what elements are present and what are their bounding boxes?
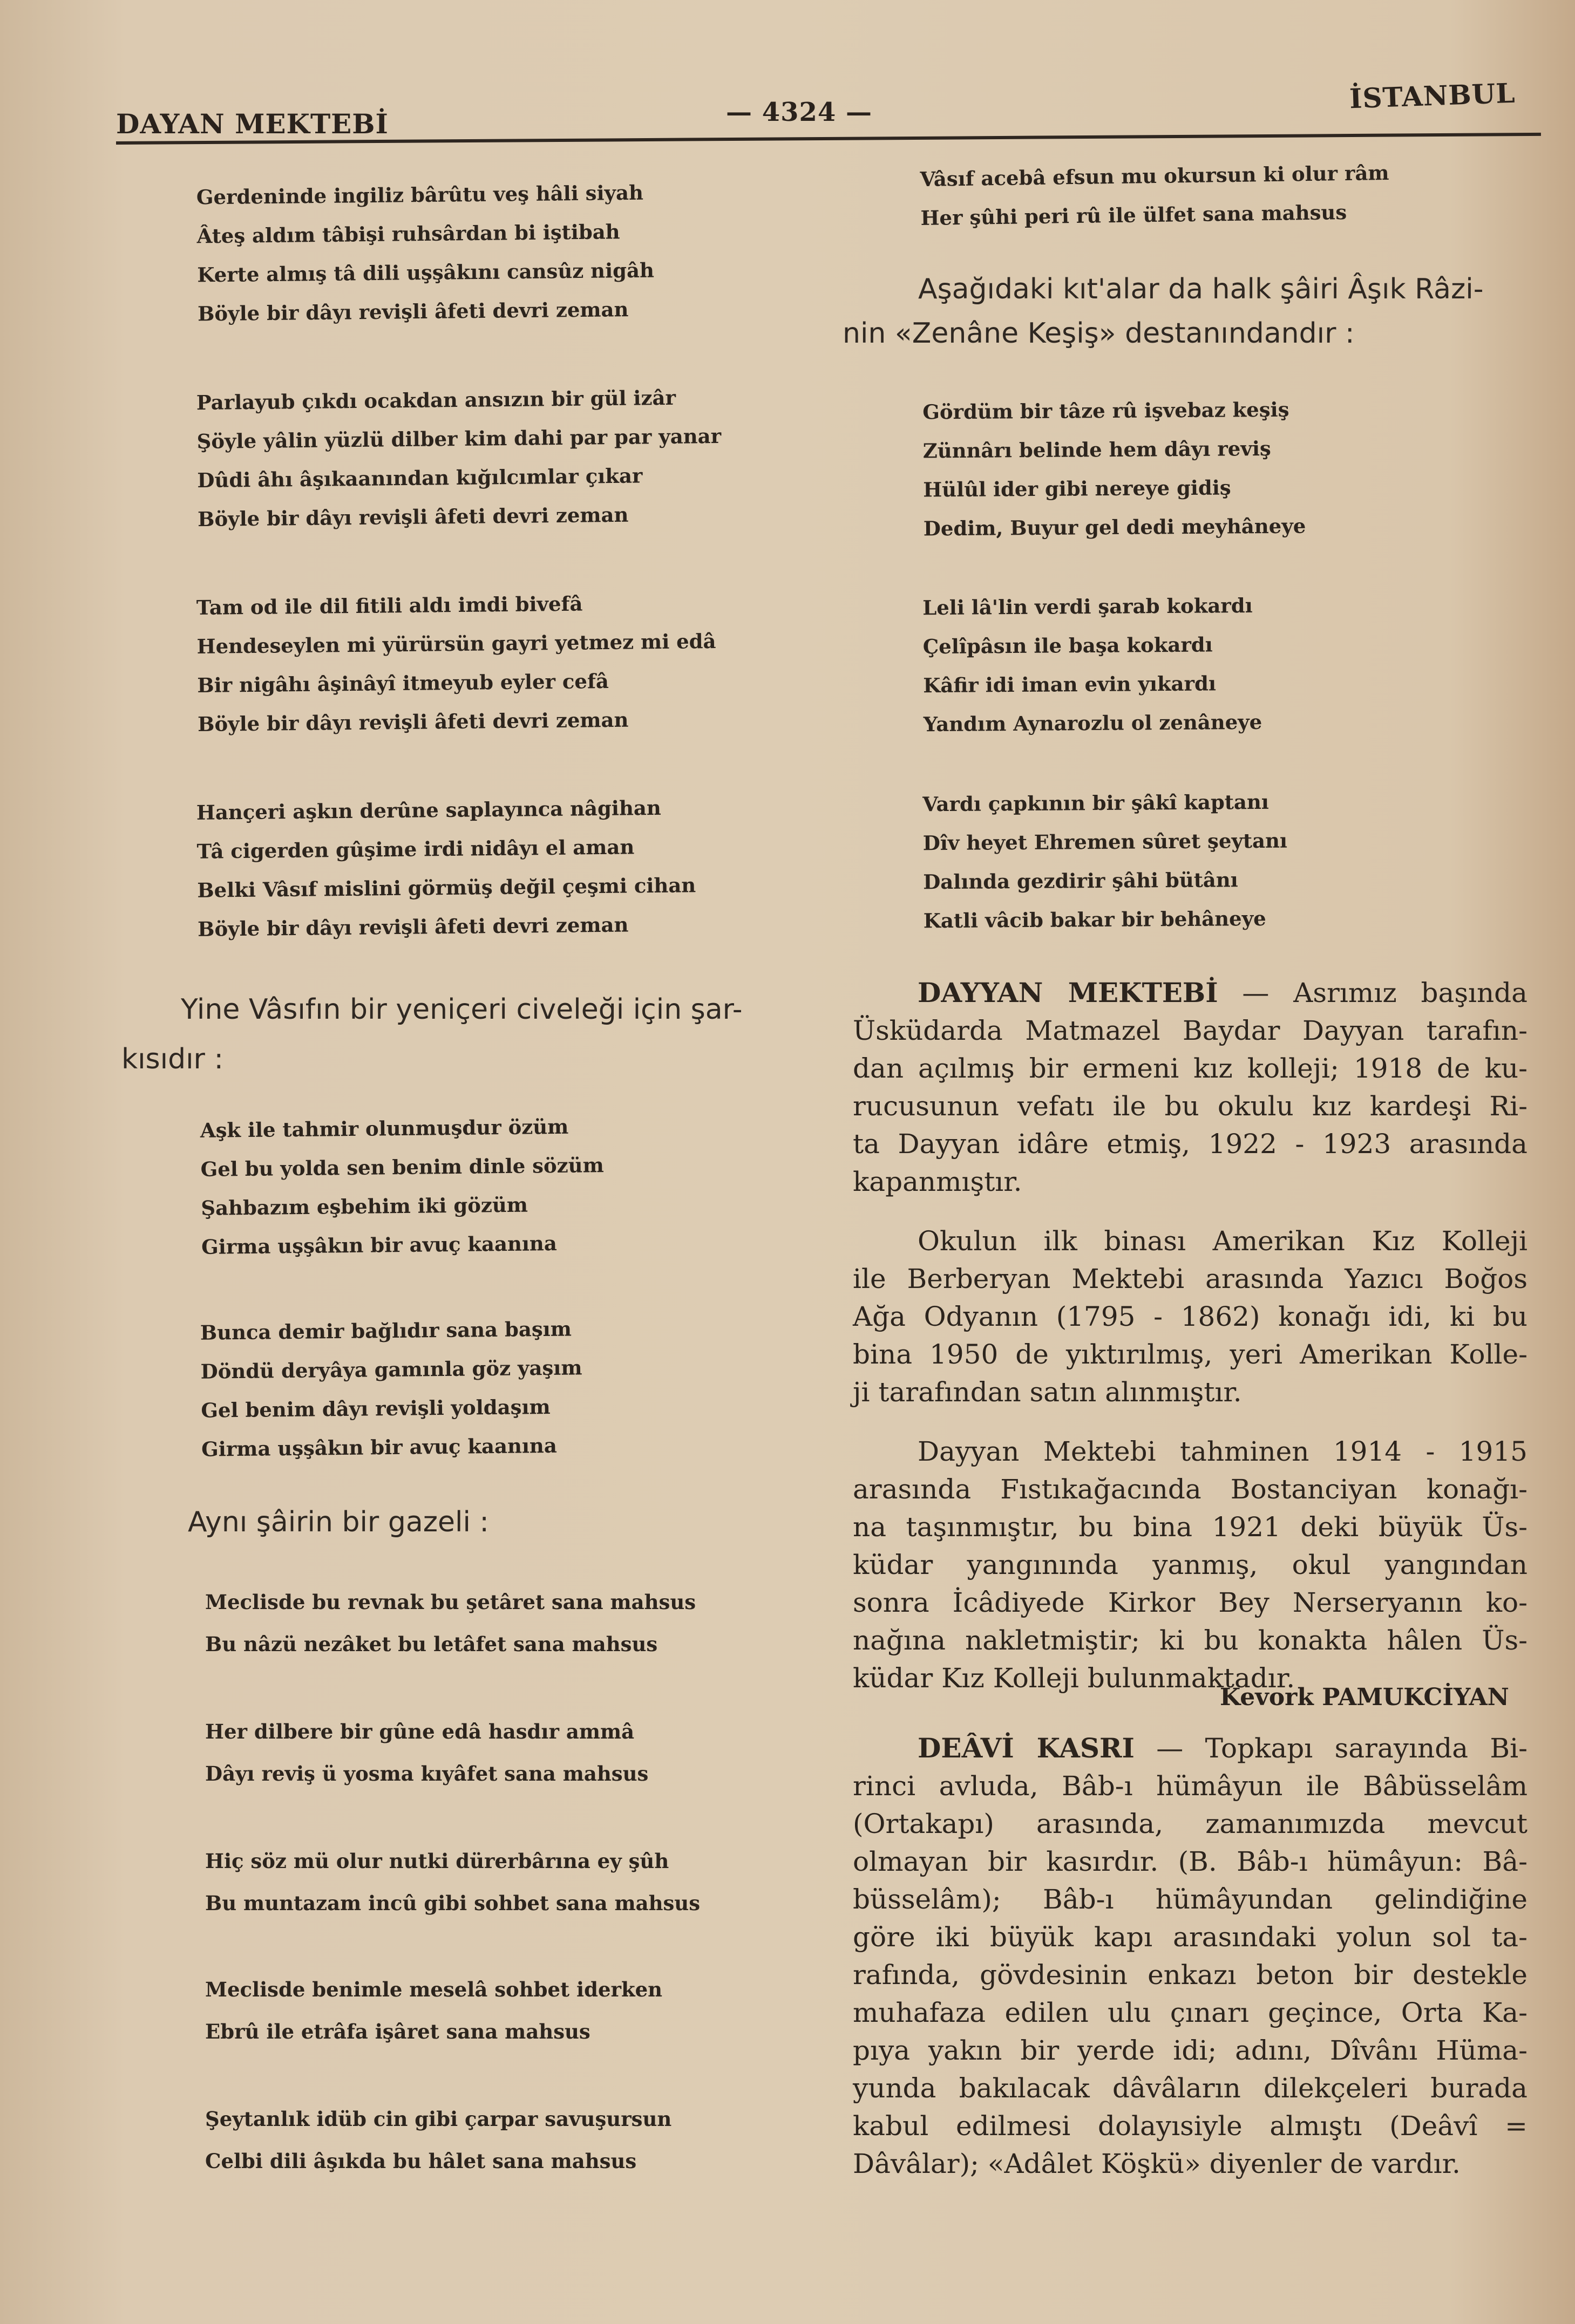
prose-line: Aşağıdaki kıt'alar da halk şâiri Âşık Râzi- — [918, 273, 1484, 305]
verse-line: Meclisde benimle meselâ sohbet iderken — [205, 1978, 663, 2001]
prose-line: Dâvâlar); «Adâlet Köşkü» diyenler de vardır. — [853, 2148, 1461, 2179]
intro-asik — [843, 267, 1544, 356]
article-title: DEÂVİ KASRI — [918, 1732, 1135, 1764]
article-title: DAYYAN MEKTEBİ — [918, 977, 1218, 1008]
prose-line: arasında Fıstıkağacında Bostanciyan konağı- — [853, 1474, 1528, 1505]
running-header-left: DAYAN MEKTEBİ — [116, 108, 389, 140]
prose-line: Ağa Odyanın (1795 - 1862) konağı idi, ki bu — [853, 1301, 1528, 1332]
verse-line: Gördüm bir tâze rû işvebaz keşiş — [922, 397, 1289, 424]
prose-line: göre iki büyük kapı arasındaki yolun sol ta- — [853, 1921, 1528, 1953]
stanza — [196, 378, 722, 539]
verse-line: Leli lâ'lin verdi şarab kokardı — [922, 593, 1253, 620]
prose-line: büsselâm); Bâb-ı hümâyundan gelindiğine — [853, 1884, 1528, 1915]
running-header-right: İSTANBUL — [1349, 77, 1516, 115]
verse-line: Katli vâcib bakar bir behâneye — [923, 906, 1266, 933]
verse-line: Böyle bir dâyı revişli âfeti devri zeman — [197, 502, 629, 531]
intro-sarki — [121, 985, 807, 1084]
verse-line: Vardı çapkının bir şâkî kaptanı — [922, 789, 1269, 816]
verse-line: Dalında gezdirir şâhi bütânı — [923, 868, 1238, 894]
verse-line: Yandım Aynarozlu ol zenâneye — [923, 710, 1262, 737]
stanza — [922, 390, 1306, 548]
stanza — [200, 1309, 583, 1468]
prose-line: muhafaza edilen ulu çınarı geçince, Orta Ka- — [853, 1997, 1528, 2028]
verse-line: Bir nigâhı âşinâyî itmeyub eyler cefâ — [197, 669, 609, 698]
article-dayyan — [853, 974, 1528, 1697]
verse-line: Zünnârı belinde hem dâyı reviş — [922, 436, 1271, 463]
verse-line: Âteş aldım tâbişi ruhsârdan bi iştibah — [196, 220, 620, 248]
verse-line: Parlayub çıkdı ocakdan ansızın bir gül izâr — [196, 385, 676, 415]
stanza — [196, 173, 655, 333]
verse-line: Böyle bir dâyı revişli âfeti devri zeman — [197, 912, 629, 941]
article-deavi — [853, 1729, 1528, 2183]
verse-line: Vâsıf acebâ efsun mu okursun ki olur râm — [920, 160, 1389, 192]
prose-line — [853, 974, 1528, 1012]
verse-line: Dîv heyet Ehremen sûret şeytanı — [922, 828, 1288, 855]
verse-line: Şöyle yâlin yüzlü dilber kim dahi par par yanar — [196, 424, 722, 454]
couplet — [205, 1968, 662, 2053]
verse-line: Her dilbere bir gûne edâ hasdır ammâ — [205, 1720, 635, 1743]
stanza — [200, 1107, 605, 1266]
couplet — [205, 1581, 696, 1665]
prose-line — [853, 1729, 1528, 1767]
verse-line: Hiç söz mü olur nutki dürerbârına ey şûh — [205, 1849, 669, 1873]
verse-line: Döndü deryâya gamınla göz yaşım — [200, 1355, 582, 1384]
prose-text: — Asrımız başında — [1242, 977, 1528, 1008]
intro-gazel: Aynı şâirin bir gazeli : — [188, 1506, 489, 1538]
stanza — [922, 586, 1262, 744]
verse-line: Hançeri aşkın derûne saplayınca nâgihan — [196, 795, 661, 824]
prose-line: rafında, gövdesinin enkazı beton bir destekle — [853, 1959, 1528, 1991]
prose-line: olmayan bir kasırdır. (B. Bâb-ı hümâyun: Bâ- — [853, 1846, 1528, 1877]
verse-line: Kerte almış tâ dili uşşâkını cansûz nigâh — [197, 258, 655, 287]
verse-line: Şahbazım eşbehim iki gözüm — [201, 1192, 528, 1220]
verse-line: Şeytanlık idüb cin gibi çarpar savuşursun — [205, 2107, 672, 2131]
prose-line: na taşınmıştır, bu bina 1921 deki büyük Üs- — [853, 1511, 1528, 1543]
prose-line: kısıdır : — [121, 1043, 223, 1075]
prose-line: bina 1950 de yıktırılmış, yeri Amerikan Kolle- — [853, 1339, 1528, 1370]
verse-line: Çelîpâsın ile başa kokardı — [922, 632, 1213, 659]
couplet — [205, 2098, 671, 2182]
author-first-name: Kevork — [1220, 1684, 1314, 1711]
prose-line: (Ortakapı) arasında, zamanımızda mevcut — [853, 1808, 1528, 1839]
verse-line: Dûdi âhı âşıkaanından kığılcımlar çıkar — [197, 464, 643, 493]
verse-line: Aşk ile tahmir olunmuşdur özüm — [200, 1114, 569, 1142]
verse-line: Bunca demir bağlıdır sana başım — [200, 1317, 572, 1345]
stanza — [196, 583, 717, 744]
verse-line: Bu nâzü nezâket bu letâfet sana mahsus — [205, 1632, 658, 1656]
verse-line: Gerdeninde ingiliz bârûtu veş hâli siyah — [196, 180, 644, 209]
author-signature — [1220, 1684, 1509, 1711]
couplet — [205, 1840, 700, 1924]
author-last-name: PAMUKCİYAN — [1322, 1684, 1509, 1711]
verse-line: Girma uşşâkın bir avuç kaanına — [201, 1231, 558, 1259]
prose-text: — Topkapı sarayında Bi- — [1156, 1733, 1528, 1764]
verse-line: Hendeseylen mi yürürsün gayri yetmez mi edâ — [196, 629, 716, 659]
prose-line: Okulun ilk binası Amerikan Kız Kolleji — [918, 1225, 1528, 1257]
verse-line: Celbi dili âşıkda bu hâlet sana mahsus — [205, 2149, 637, 2173]
prose-line: nin «Zenâne Keşiş» destanındandır : — [843, 317, 1355, 350]
verse-line: Ebrû ile etrâfa işâret sana mahsus — [205, 2020, 590, 2043]
page-number: — 4324 — — [726, 97, 873, 127]
prose-line: sonra İcâdiyede Kirkor Bey Nerseryanın ko- — [853, 1587, 1528, 1618]
verse-line: Tâ cigerden gûşime irdi nidâyı el aman — [196, 835, 635, 863]
verse-line: Bu muntazam incû gibi sohbet sana mahsus — [205, 1891, 701, 1915]
prose-line: Dayyan Mektebi tahminen 1914 - 1915 — [918, 1436, 1528, 1467]
prose-line: dan açılmış bir ermeni kız kolleji; 1918 de ku- — [853, 1053, 1528, 1084]
prose-line: nağına nakletmiştir; ki bu konakta hâlen Üs- — [853, 1625, 1528, 1656]
verse-line: Böyle bir dâyı revişli âfeti devri zeman — [197, 297, 629, 326]
prose-line: rucusunun vefatı ile bu okulu kız kardeşi Ri- — [853, 1091, 1528, 1122]
verse-line: Gel bu yolda sen benim dinle sözüm — [200, 1153, 604, 1181]
prose-line: küdar Kız Kolleji bulunmaktadır. — [853, 1662, 1295, 1694]
prose-line: ji tarafından satın alınmıştır. — [853, 1376, 1242, 1408]
verse-line: Belki Vâsıf mislini görmüş değil çeşmi cihan — [197, 873, 696, 902]
top-couplet — [920, 153, 1390, 237]
prose-line: Üsküdarda Matmazel Baydar Dayyan tarafın- — [853, 1015, 1528, 1046]
verse-line: Dedim, Buyur gel dedi meyhâneye — [923, 514, 1306, 541]
stanza — [922, 782, 1288, 940]
verse-line: Meclisde bu revnak bu şetâret sana mahsus — [205, 1590, 696, 1614]
verse-line: Girma uşşâkın bir avuç kaanına — [201, 1433, 558, 1461]
prose-line: ta Dayyan idâre etmiş, 1922 - 1923 arasında — [853, 1128, 1528, 1160]
verse-line: Hülûl ider gibi nereye gidiş — [923, 475, 1231, 502]
prose-line: kapanmıştır. — [853, 1166, 1022, 1197]
verse-line: Dâyı reviş ü yosma kıyâfet sana mahsus — [205, 1762, 649, 1785]
prose-line: yunda bakılacak dâvâların dilekçeleri burada — [853, 2073, 1528, 2104]
couplet — [205, 1710, 648, 1795]
verse-line: Her şûhi peri rû ile ülfet sana mahsus — [920, 200, 1347, 230]
verse-line: Böyle bir dâyı revişli âfeti devri zeman — [197, 707, 629, 737]
prose-line: Yine Vâsıfın bir yeniçeri civeleği için şar- — [181, 993, 743, 1026]
verse-line: Gel benim dâyı revişli yoldaşım — [201, 1394, 551, 1422]
prose-line: kabul edilmesi dolayısiyle almıştı (Deâvî = — [853, 2110, 1528, 2142]
prose-line: pıya yakın bir yerde idi; adını, Dîvânı Hüma- — [853, 2035, 1528, 2066]
verse-line: Kâfir idi iman evin yıkardı — [923, 671, 1217, 698]
verse-line: Tam od ile dil fitili aldı imdi bivefâ — [196, 591, 583, 620]
prose-line: küdar yangınında yanmış, okul yangından — [853, 1549, 1528, 1580]
prose-line: rinci avluda, Bâb-ı hümâyun ile Bâbüsselâm — [853, 1770, 1528, 1802]
prose-line: ile Berberyan Mektebi arasında Yazıcı Boğos — [853, 1263, 1528, 1294]
stanza — [196, 788, 697, 949]
